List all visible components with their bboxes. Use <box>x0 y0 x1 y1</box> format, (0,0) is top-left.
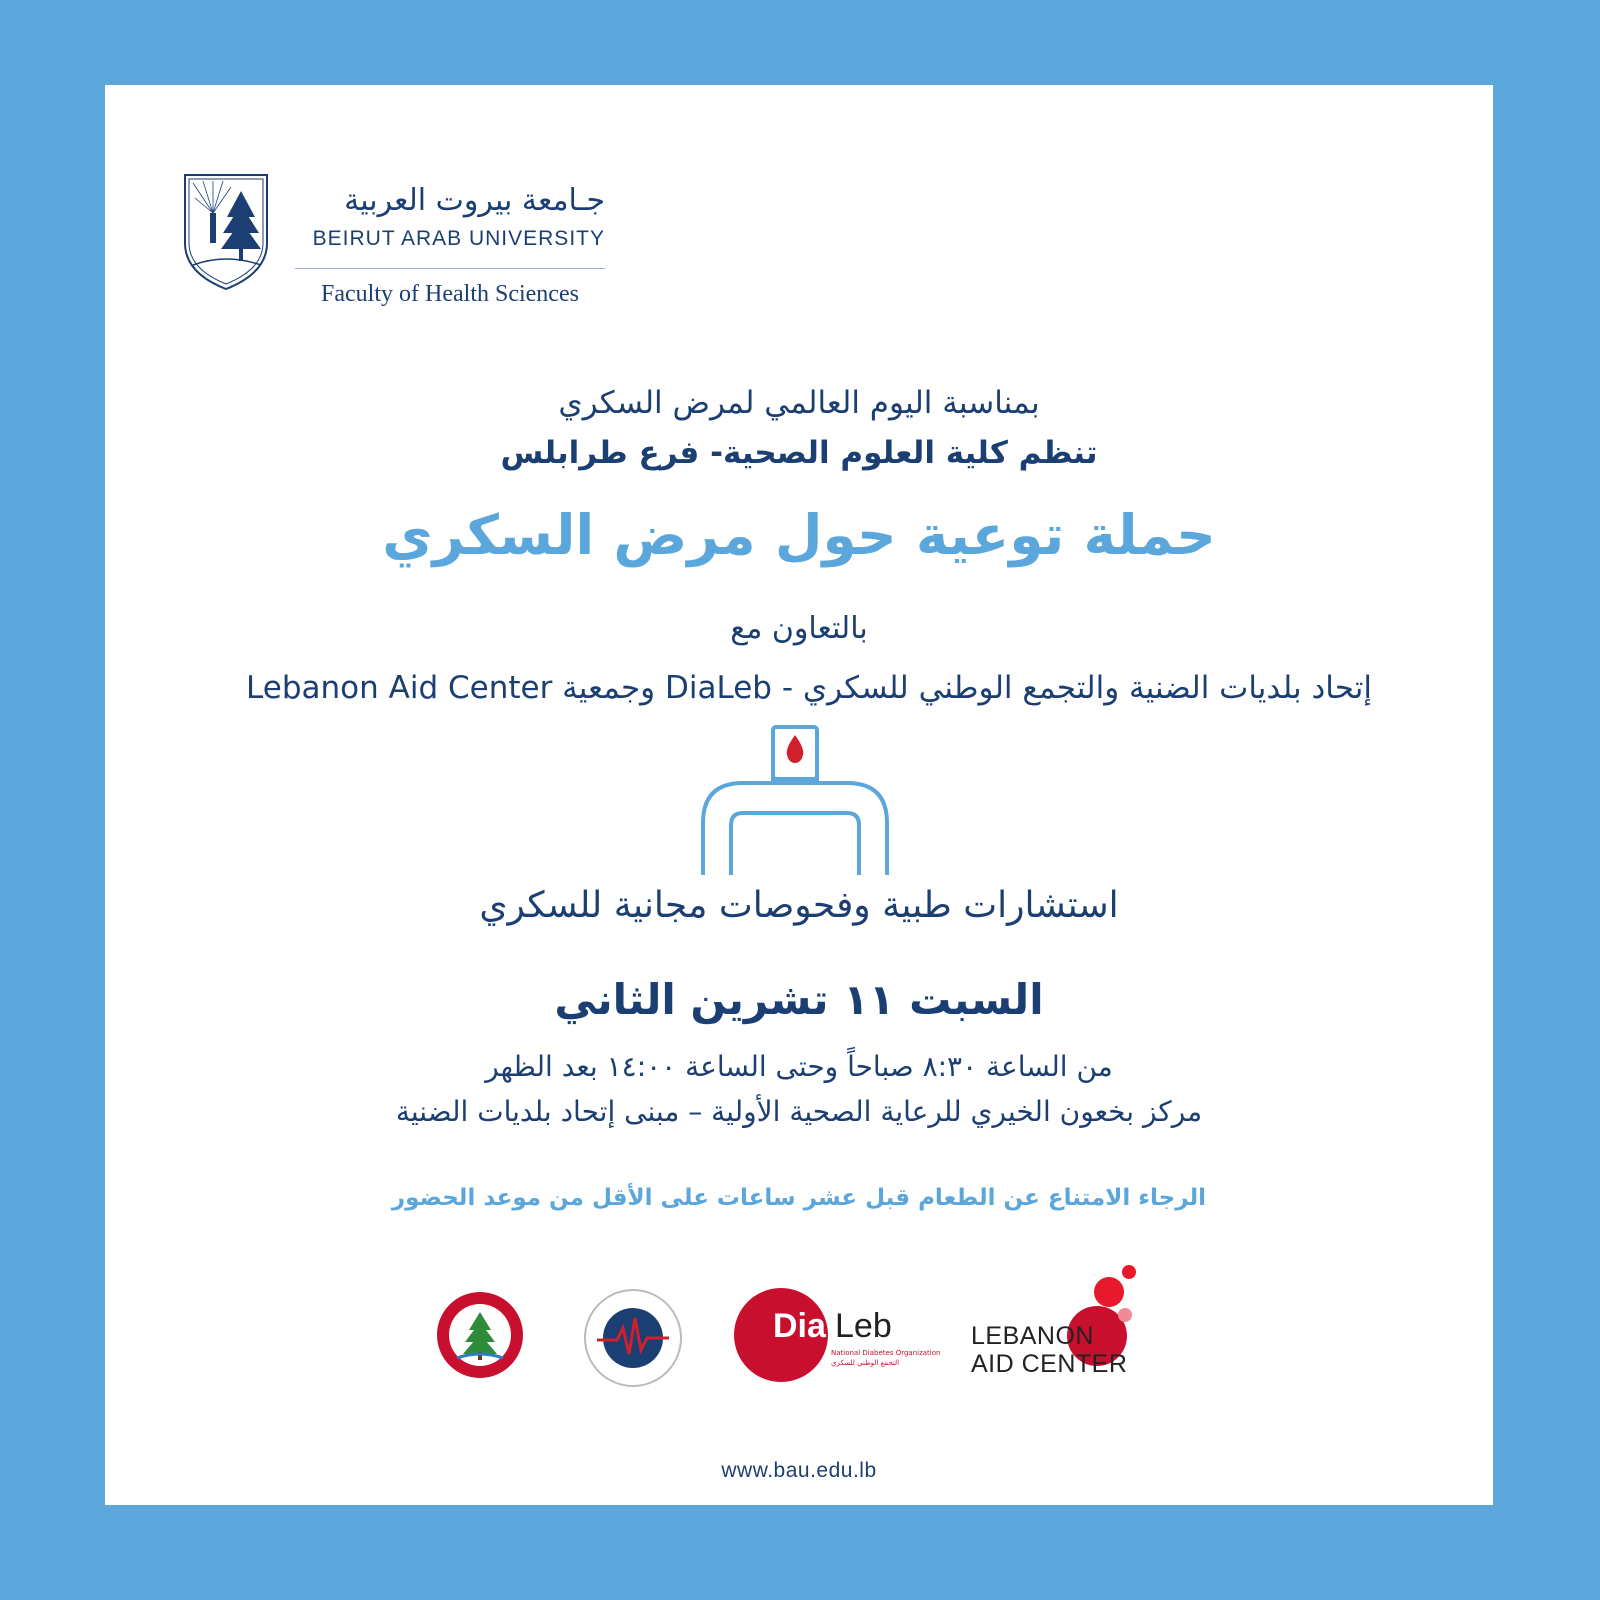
fasting-note: الرجاء الامتناع عن الطعام قبل عشر ساعات على الأقل من موعد الحضور <box>391 1185 1207 1211</box>
dinnieh-municipalities-logo <box>435 1290 525 1380</box>
lac-line1: LEBANON <box>971 1322 1094 1350</box>
website-link[interactable]: www.bau.edu.lb <box>721 1459 877 1482</box>
event-location: مركز بخعون الخيري للرعاية الصحية الأولية – مبنى إتحاد بلديات الضنية <box>395 1095 1203 1128</box>
bau-crest-logo <box>183 173 269 291</box>
service-text: استشارات طبية وفحوصات مجانية للسكري <box>479 885 1119 926</box>
lac-line2: AID CENTER <box>971 1350 1128 1378</box>
glucose-meter-icon <box>695 725 895 877</box>
collaboration-partners: إتحاد بلديات الضنية والتجمع الوطني للسكري - DiaLeb وجمعية Lebanon Aid Center <box>246 670 1372 706</box>
dialeb-subtitle-ar: التجمع الوطني للسكري <box>831 1359 900 1367</box>
bakhoun-medical-center-logo <box>583 1288 683 1388</box>
dialeb-subtitle-en: National Diabetes Organization <box>831 1349 941 1357</box>
university-name-arabic: جـامعة بيروت العربية <box>344 183 605 218</box>
dialeb-dia-text: Dia <box>773 1307 826 1345</box>
occasion-text: بمناسبة اليوم العالمي لمرض السكري <box>558 385 1040 421</box>
event-time: من الساعة ٨:٣٠ صباحاً وحتى الساعة ١٤:٠٠ بعد الظهر <box>485 1050 1113 1083</box>
dialeb-logo <box>733 1287 941 1383</box>
event-date: السبت ١١ تشرين الثاني <box>554 975 1044 1024</box>
organizer-text: تنظم كلية العلوم الصحية- فرع طرابلس <box>500 435 1098 471</box>
lebanon-aid-center-logo <box>963 1260 1183 1385</box>
faculty-name: Faculty of Health Sciences <box>321 281 579 307</box>
university-name-english: BEIRUT ARAB UNIVERSITY <box>312 227 605 250</box>
campaign-title: حملة توعية حول مرض السكري <box>382 503 1216 567</box>
logo-divider <box>295 268 605 269</box>
poster-card <box>105 85 1493 1505</box>
collaboration-label: بالتعاون مع <box>730 611 868 646</box>
dialeb-leb-text: Leb <box>835 1307 892 1345</box>
